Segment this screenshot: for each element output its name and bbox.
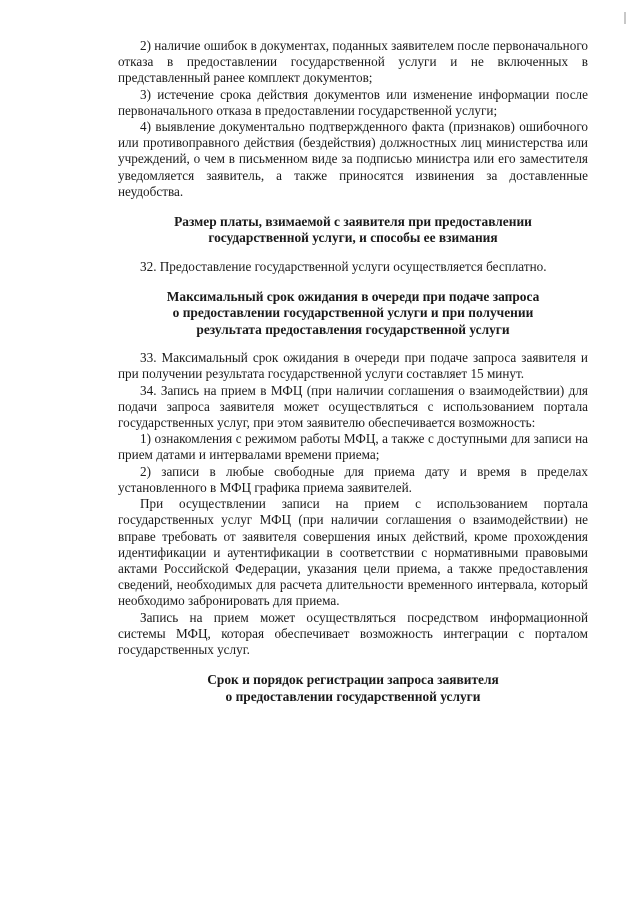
list-item-2: 2) записи в любые свободные для приема дату и время в пределах установленного в МФЦ графика приема заявителей. (118, 463, 588, 495)
paragraph-34: 34. Запись на прием в МФЦ (при наличии соглашения о взаимодействии) для подачи запроса заявителя может осуществляться с использованием портала государственных услуг, при этом заявителю обеспечивается возможность: (118, 382, 588, 431)
intro-paragraph-2: 3) истечение срока действия документов или изменение информации после первоначального отказа в предоставлении государственной услуги; (118, 86, 588, 118)
list-item-1: 1) ознакомления с режимом работы МФЦ, а также с доступными для записи на прием датами и интервалами времени приема; (118, 431, 588, 463)
heading-line: о предоставлении государственной услуги (225, 688, 481, 704)
paragraph-portal-booking: При осуществлении записи на прием с использованием портала государственных услуг МФЦ (при наличии соглашения о взаимодействии) не вправе требовать от заявителя совершения иных действий, кроме прохождения идентификации и аутентификации в соответствии с нормативными правовыми актами Российской Федерации, указания цели приема, а также предоставления сведений, необходимых для расчета длительности временного интервала, который необходимо забронировать для приема. (118, 496, 588, 609)
document-page (118, 38, 588, 705)
section-heading-registration (118, 672, 588, 705)
paragraph-32: 32. Предоставление государственной услуги осуществляется бесплатно. (140, 258, 547, 274)
paragraph-mfc-system: Запись на прием может осуществляться посредством информационной системы МФЦ, которая обеспечивает возможность интеграции с порталом государственных услуг. (118, 609, 588, 657)
page-edge-mark (624, 12, 626, 24)
heading-line: государственной услуги, и способы ее взимания (208, 230, 498, 246)
intro-paragraph-1: 2) наличие ошибок в документах, поданных заявителем после первоначального отказа в предоставлении государственной услуги и не включенных в представленный ранее комплект документов; (118, 38, 588, 86)
paragraph-33: 33. Максимальный срок ожидания в очереди при подаче запроса заявителя и при получении результата государственной услуги составляет 15 минут. (118, 350, 588, 382)
intro-paragraph-3: 4) выявление документально подтвержденного факта (признаков) ошибочного или противоправного действия (бездействия) должностных лиц министерства или учреждений, о чем в письменном виде за подписью министра или его заместителя уведомляется заявитель, а также приносятся извинения за доставленные неудобства. (118, 119, 588, 199)
heading-line: Размер платы, взимаемой с заявителя при предоставлении (174, 214, 532, 230)
heading-line: Срок и порядок регистрации запроса заявителя (207, 672, 499, 688)
heading-line: Максимальный срок ожидания в очереди при подаче запроса (166, 289, 540, 305)
heading-line: о предоставлении государственной услуги и при получении (172, 305, 534, 321)
heading-line: результата предоставления государственной услуги (196, 321, 510, 337)
section-heading-fee (118, 214, 588, 247)
section-heading-wait (118, 289, 588, 338)
